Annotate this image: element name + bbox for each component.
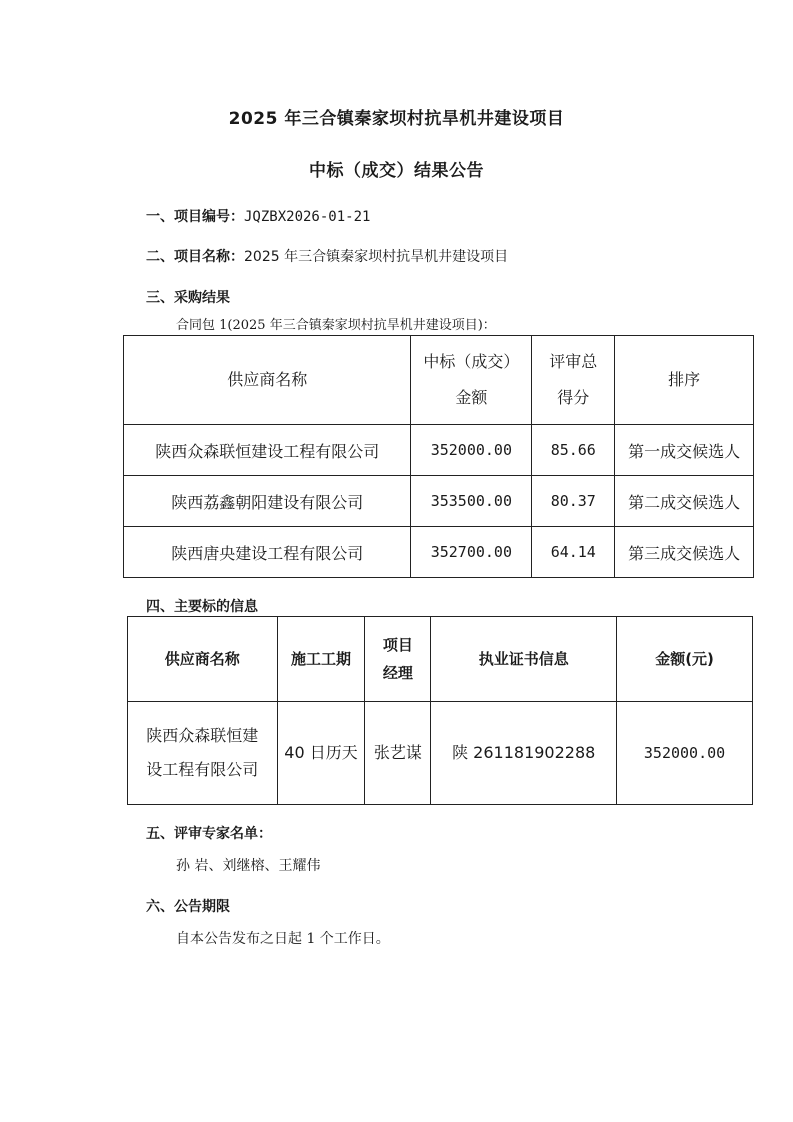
main-info-heading: 四、主要标的信息 (146, 599, 258, 615)
header-amount: 金额(元) (617, 617, 753, 702)
experts-heading: 五、评审专家名单： (146, 826, 272, 842)
header-supplier: 供应商名称 (124, 336, 411, 425)
header-score-line1: 评审总 (549, 352, 598, 371)
notice-period-heading: 六、公告期限 (146, 899, 230, 915)
header-license: 执业证书信息 (431, 617, 617, 702)
project-name-label: 二、项目名称： (146, 249, 244, 265)
project-number-label: 一、项目编号： (146, 209, 244, 225)
cell-license: 陕 261181902288 (431, 702, 617, 805)
header-amount-line2: 金额 (455, 388, 488, 407)
cell-rank: 第三成交候选人 (615, 527, 754, 578)
header-amount-line1: 中标（成交） (423, 352, 520, 371)
cell-rank: 第一成交候选人 (615, 425, 754, 476)
cell-amount: 353500.00 (411, 476, 532, 527)
project-name-line (146, 246, 508, 266)
document-title: 2025 年三合镇秦家坝村抗旱机井建设项目 (228, 109, 565, 129)
cell-supplier-line2: 设工程有限公司 (146, 760, 259, 779)
cell-supplier: 陕西众森联恒建设工程有限公司 (124, 425, 411, 476)
project-number-line (146, 206, 370, 226)
document-subtitle: 中标（成交）结果公告 (309, 161, 484, 181)
notice-period-text: 自本公告发布之日起 1 个工作日。 (176, 931, 390, 947)
project-name-value: 2025 年三合镇秦家坝村抗旱机井建设项目 (244, 249, 509, 265)
cell-supplier: 陕西荔鑫朝阳建设有限公司 (124, 476, 411, 527)
header-manager-line1: 项目 (382, 636, 413, 654)
table-row (124, 476, 754, 527)
header-amount (411, 336, 532, 425)
header-manager-line2: 经理 (382, 664, 413, 682)
cell-amount: 352700.00 (411, 527, 532, 578)
cell-amount: 352000.00 (617, 702, 753, 805)
header-score (532, 336, 615, 425)
project-number-value: JQZBX2026-01-21 (244, 209, 371, 225)
main-info-table (127, 616, 753, 805)
cell-manager: 张艺谋 (365, 702, 431, 805)
cell-score: 64.14 (532, 527, 615, 578)
cell-period: 40 日历天 (277, 702, 365, 805)
procurement-result-table (123, 335, 754, 578)
cell-score: 80.37 (532, 476, 615, 527)
contract-package-line: 合同包 1(2025 年三合镇秦家坝村抗旱机井建设项目)： (176, 318, 496, 333)
table-row (124, 527, 754, 578)
procurement-result-heading: 三、采购结果 (146, 290, 230, 306)
cell-rank: 第二成交候选人 (615, 476, 754, 527)
cell-supplier-line1: 陕西众森联恒建 (146, 726, 259, 745)
experts-names: 孙 岩、刘继榕、王耀伟 (176, 858, 321, 874)
header-supplier: 供应商名称 (128, 617, 278, 702)
table-header-row (124, 336, 754, 425)
header-manager (365, 617, 431, 702)
header-score-line2: 得分 (557, 388, 590, 407)
table-header-row (128, 617, 753, 702)
header-period: 施工工期 (277, 617, 365, 702)
cell-supplier (128, 702, 278, 805)
header-rank: 排序 (615, 336, 754, 425)
cell-score: 85.66 (532, 425, 615, 476)
cell-amount: 352000.00 (411, 425, 532, 476)
table-row (124, 425, 754, 476)
table-row (128, 702, 753, 805)
cell-supplier: 陕西唐央建设工程有限公司 (124, 527, 411, 578)
